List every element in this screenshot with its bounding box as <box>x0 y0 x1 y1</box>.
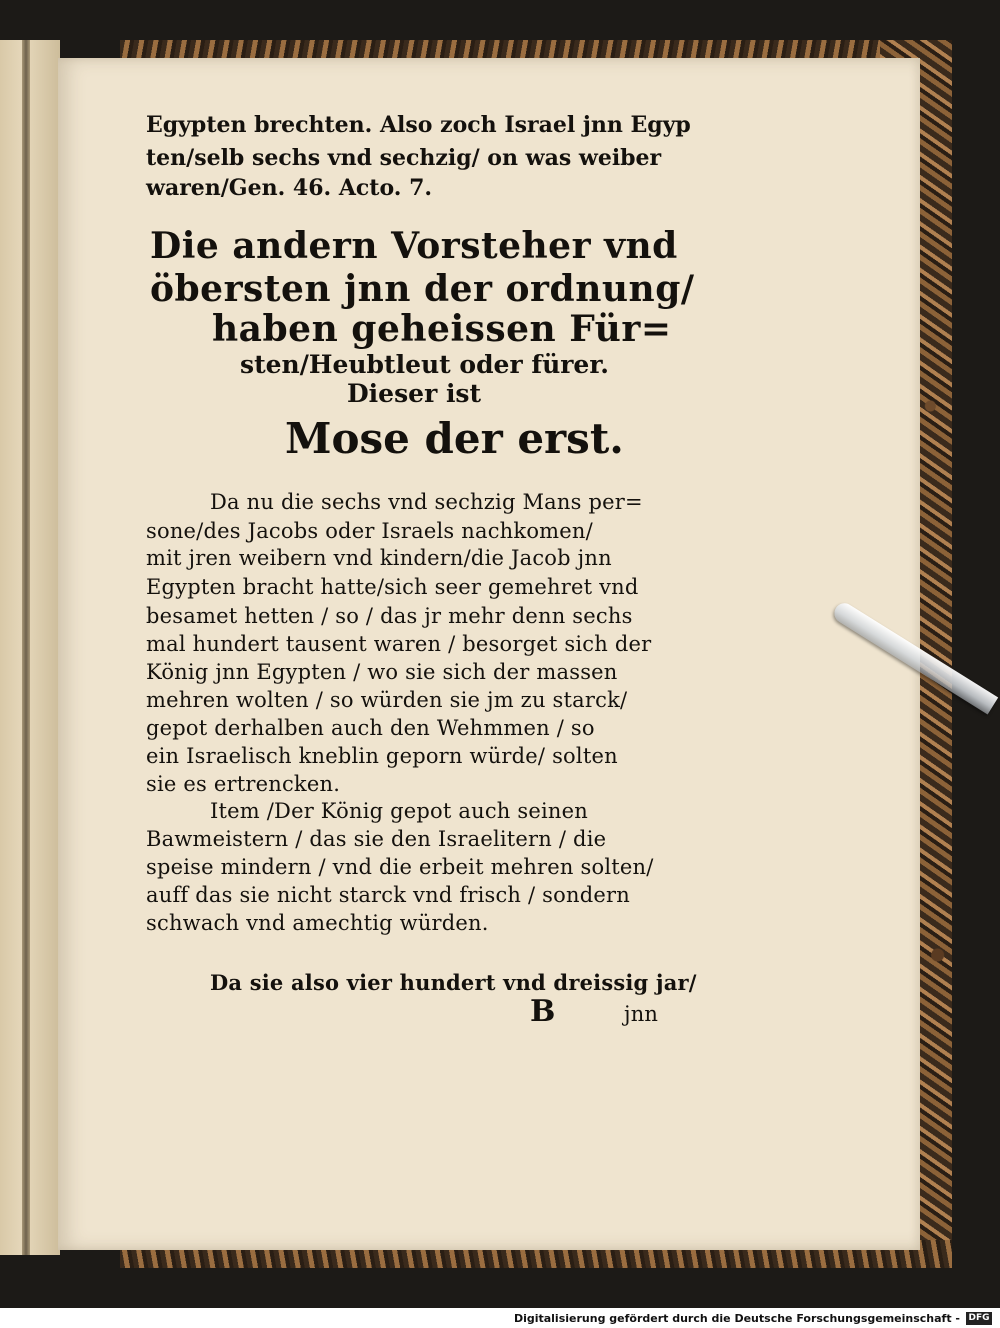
paragraph-line: auff das sie nicht starck vnd frisch / sondern <box>146 883 630 907</box>
paragraph-line: sone/des Jacobs oder Israels nachkomen/ <box>146 519 593 543</box>
paragraph-line: Da nu die sechs vnd sechzig Mans per= <box>210 490 643 514</box>
paragraph-line: gepot derhalben auch den Wehmmen / so <box>146 716 595 740</box>
heading-line: haben geheissen Für= <box>212 308 672 350</box>
paragraph-line: schwach vnd amechtig würden. <box>146 911 489 935</box>
catchword: jnn <box>624 1002 659 1026</box>
paragraph-line: Egypten bracht hatte/sich seer gemehret vnd <box>146 575 639 599</box>
paragraph-line: Da sie also vier hundert vnd dreissig jar/ <box>210 970 697 995</box>
book-gutter <box>22 40 30 1255</box>
heading-title: Mose der erst. <box>285 414 624 463</box>
dfg-logo: DFG <box>966 1312 992 1325</box>
intro-line: ten/selb sechs vnd sechzig/ on was weiber <box>146 145 662 171</box>
paragraph-line: sie es ertrencken. <box>146 772 341 796</box>
facing-page-edge <box>0 40 60 1255</box>
heading-line: öbersten jnn der ordnung/ <box>150 268 695 310</box>
paragraph-line: besamet hetten / so / das jr mehr denn sechs <box>146 604 633 628</box>
paragraph-line: mit jren weibern vnd kindern/die Jacob jnn <box>146 546 612 570</box>
paragraph-line: ein Israelisch kneblin geporn würde/ solten <box>146 744 618 768</box>
heading-subline: Dieser ist <box>347 379 482 408</box>
footer-bar <box>0 1308 1000 1328</box>
paragraph-line: Item /Der König gepot auch seinen <box>210 799 589 823</box>
intro-line: waren/Gen. 46. Acto. 7. <box>146 175 433 201</box>
paragraph-line: mal hundert tausent waren / besorget sich der <box>146 632 652 656</box>
intro-line: Egypten brechten. Also zoch Israel jnn Egyp <box>146 112 691 138</box>
paragraph-line: mehren wolten / so würden sie jm zu starck/ <box>146 688 628 712</box>
paragraph-line: Bawmeistern / das sie den Israelitern / die <box>146 827 607 851</box>
heading-line: Die andern Vorsteher vnd <box>150 225 678 267</box>
footer-credit: Digitalisierung gefördert durch die Deutsche Forschungsgemeinschaft - <box>513 1312 960 1325</box>
signature-mark: B <box>530 994 556 1029</box>
paragraph-line: speise mindern / vnd die erbeit mehren solten/ <box>146 855 654 879</box>
paragraph-line: König jnn Egypten / wo sie sich der massen <box>146 660 618 684</box>
heading-subline: sten/Heubtleut oder fürer. <box>240 350 609 379</box>
